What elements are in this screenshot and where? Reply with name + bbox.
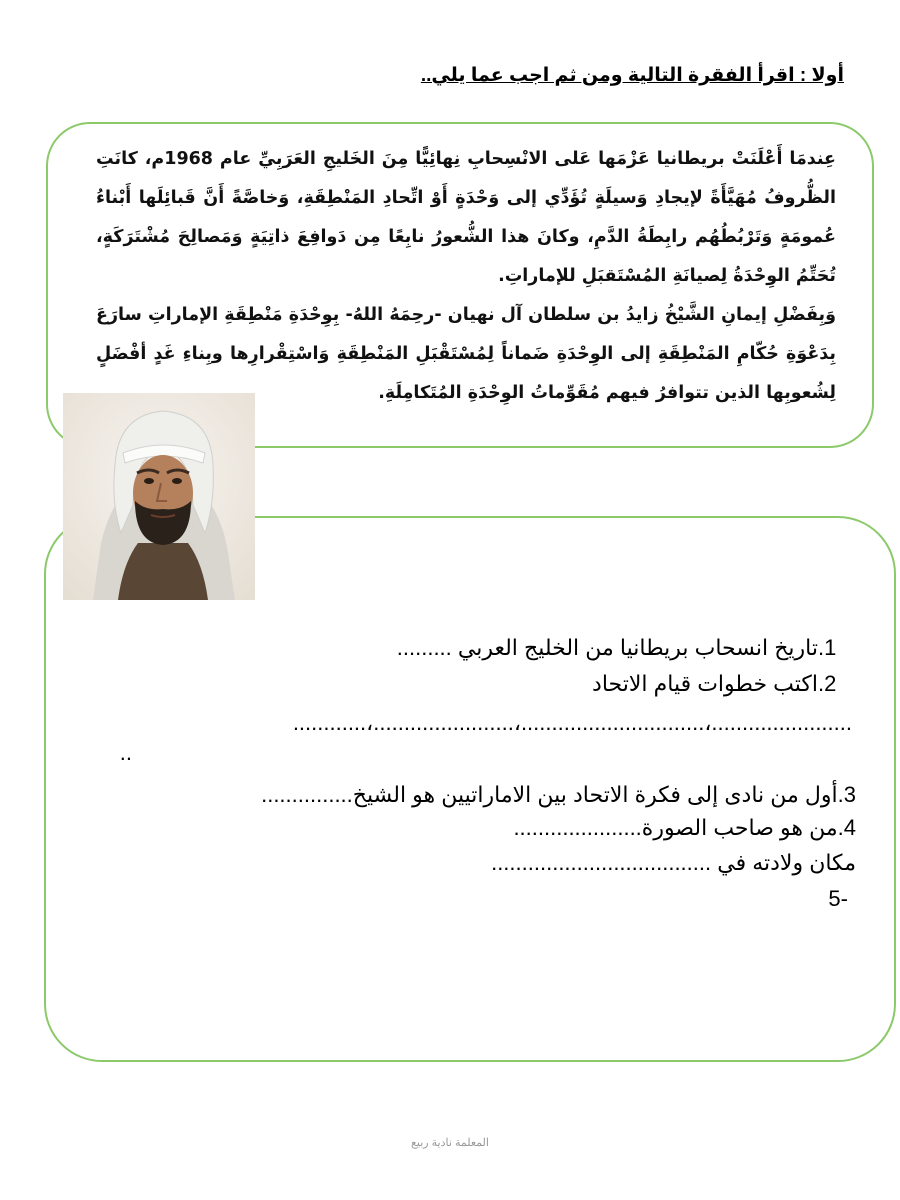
- question-2-answer-tail: ..: [119, 740, 132, 765]
- question-4-birthplace: مكان ولادته في ....................................: [491, 850, 856, 875]
- footer-teacher-name: المعلمة نادية ربيع: [411, 1137, 489, 1149]
- question-1-text: تاريخ انسحاب بريطانيا من الخليج العربي .........: [396, 635, 818, 660]
- question-2-text: اكتب خطوات قيام الاتحاد: [592, 671, 818, 696]
- question-2-answer-line: .......................،..............................،.......................،............: [292, 710, 852, 735]
- section-heading: أولا : اقرأ الفقرة التالية ومن ثم اجب عما يلي..: [420, 65, 844, 86]
- question-3: 3.أول من نادى إلى فكرة الاتحاد بين الاماراتيين هو الشيخ...............: [261, 782, 856, 807]
- passage-paragraph-1: عِندمَا أَعْلَنَتْ بريطانيا عَزْمَها عَلى الانْسِحابِ نِهائِيًّا مِنَ الخَليجِ العَرَبِيِّ عام 1968م، كانَتِ الظُّروفُ مُهَيَّأَةً لإيجادِ وَسيلَةٍ تُؤَدِّي إلى وَحْدَةٍ أَوْ اتِّحادِ المَنْطِقَةِ، وَخاصَّةً أَنَّ قَبائِلَها أَبْناءُ عُمومَةٍ وَتَرْبُطُهُم رابِطَةُ الدَّمِ، وكانَ هذا الشُّعورُ نابِعًا مِن دَوافِعَ ذاتِيَةٍ وَمَصالِحَ مُشْتَرَكَةٍ، تُحَتِّمُ الوِحْدَةُ لِصيانَةِ المُسْتَقبَلِ للإماراتِ.: [96, 149, 836, 286]
- question-2: [592, 671, 856, 697]
- question-1: [397, 635, 856, 661]
- passage-paragraph-2: وَبِفَضْلِ إيمانِ الشَّيْخُ زايدُ بن سلطان آل نهيان -رحِمَهُ اللهُ- بِوِحْدَةِ مَنْطِقَةِ الإماراتِ سارَعَ بِدَعْوَةِ حُكّامِ المَنْطِقَةِ إلى الوِحْدَةِ ضَماناً لِمُسْتَقْبَلِ المَنْطِقَةِ وَاسْتِقْرارِها وبِناءِ غَدٍ أفْضَلٍ لِشُعوبِها الذين تتوافرُ فيهم مُقَوِّماتُ الوِحْدَةِ المُتَكامِلَةِ.: [96, 305, 836, 403]
- question-2-number: 2.: [818, 671, 837, 696]
- question-1-number: 1.: [818, 635, 837, 660]
- portrait-illustration: [63, 393, 255, 600]
- question-5: -5: [828, 886, 848, 911]
- reading-passage: [96, 140, 836, 413]
- question-4: 4.من هو صاحب الصورة.....................: [513, 815, 856, 840]
- portrait-photo: [63, 393, 255, 600]
